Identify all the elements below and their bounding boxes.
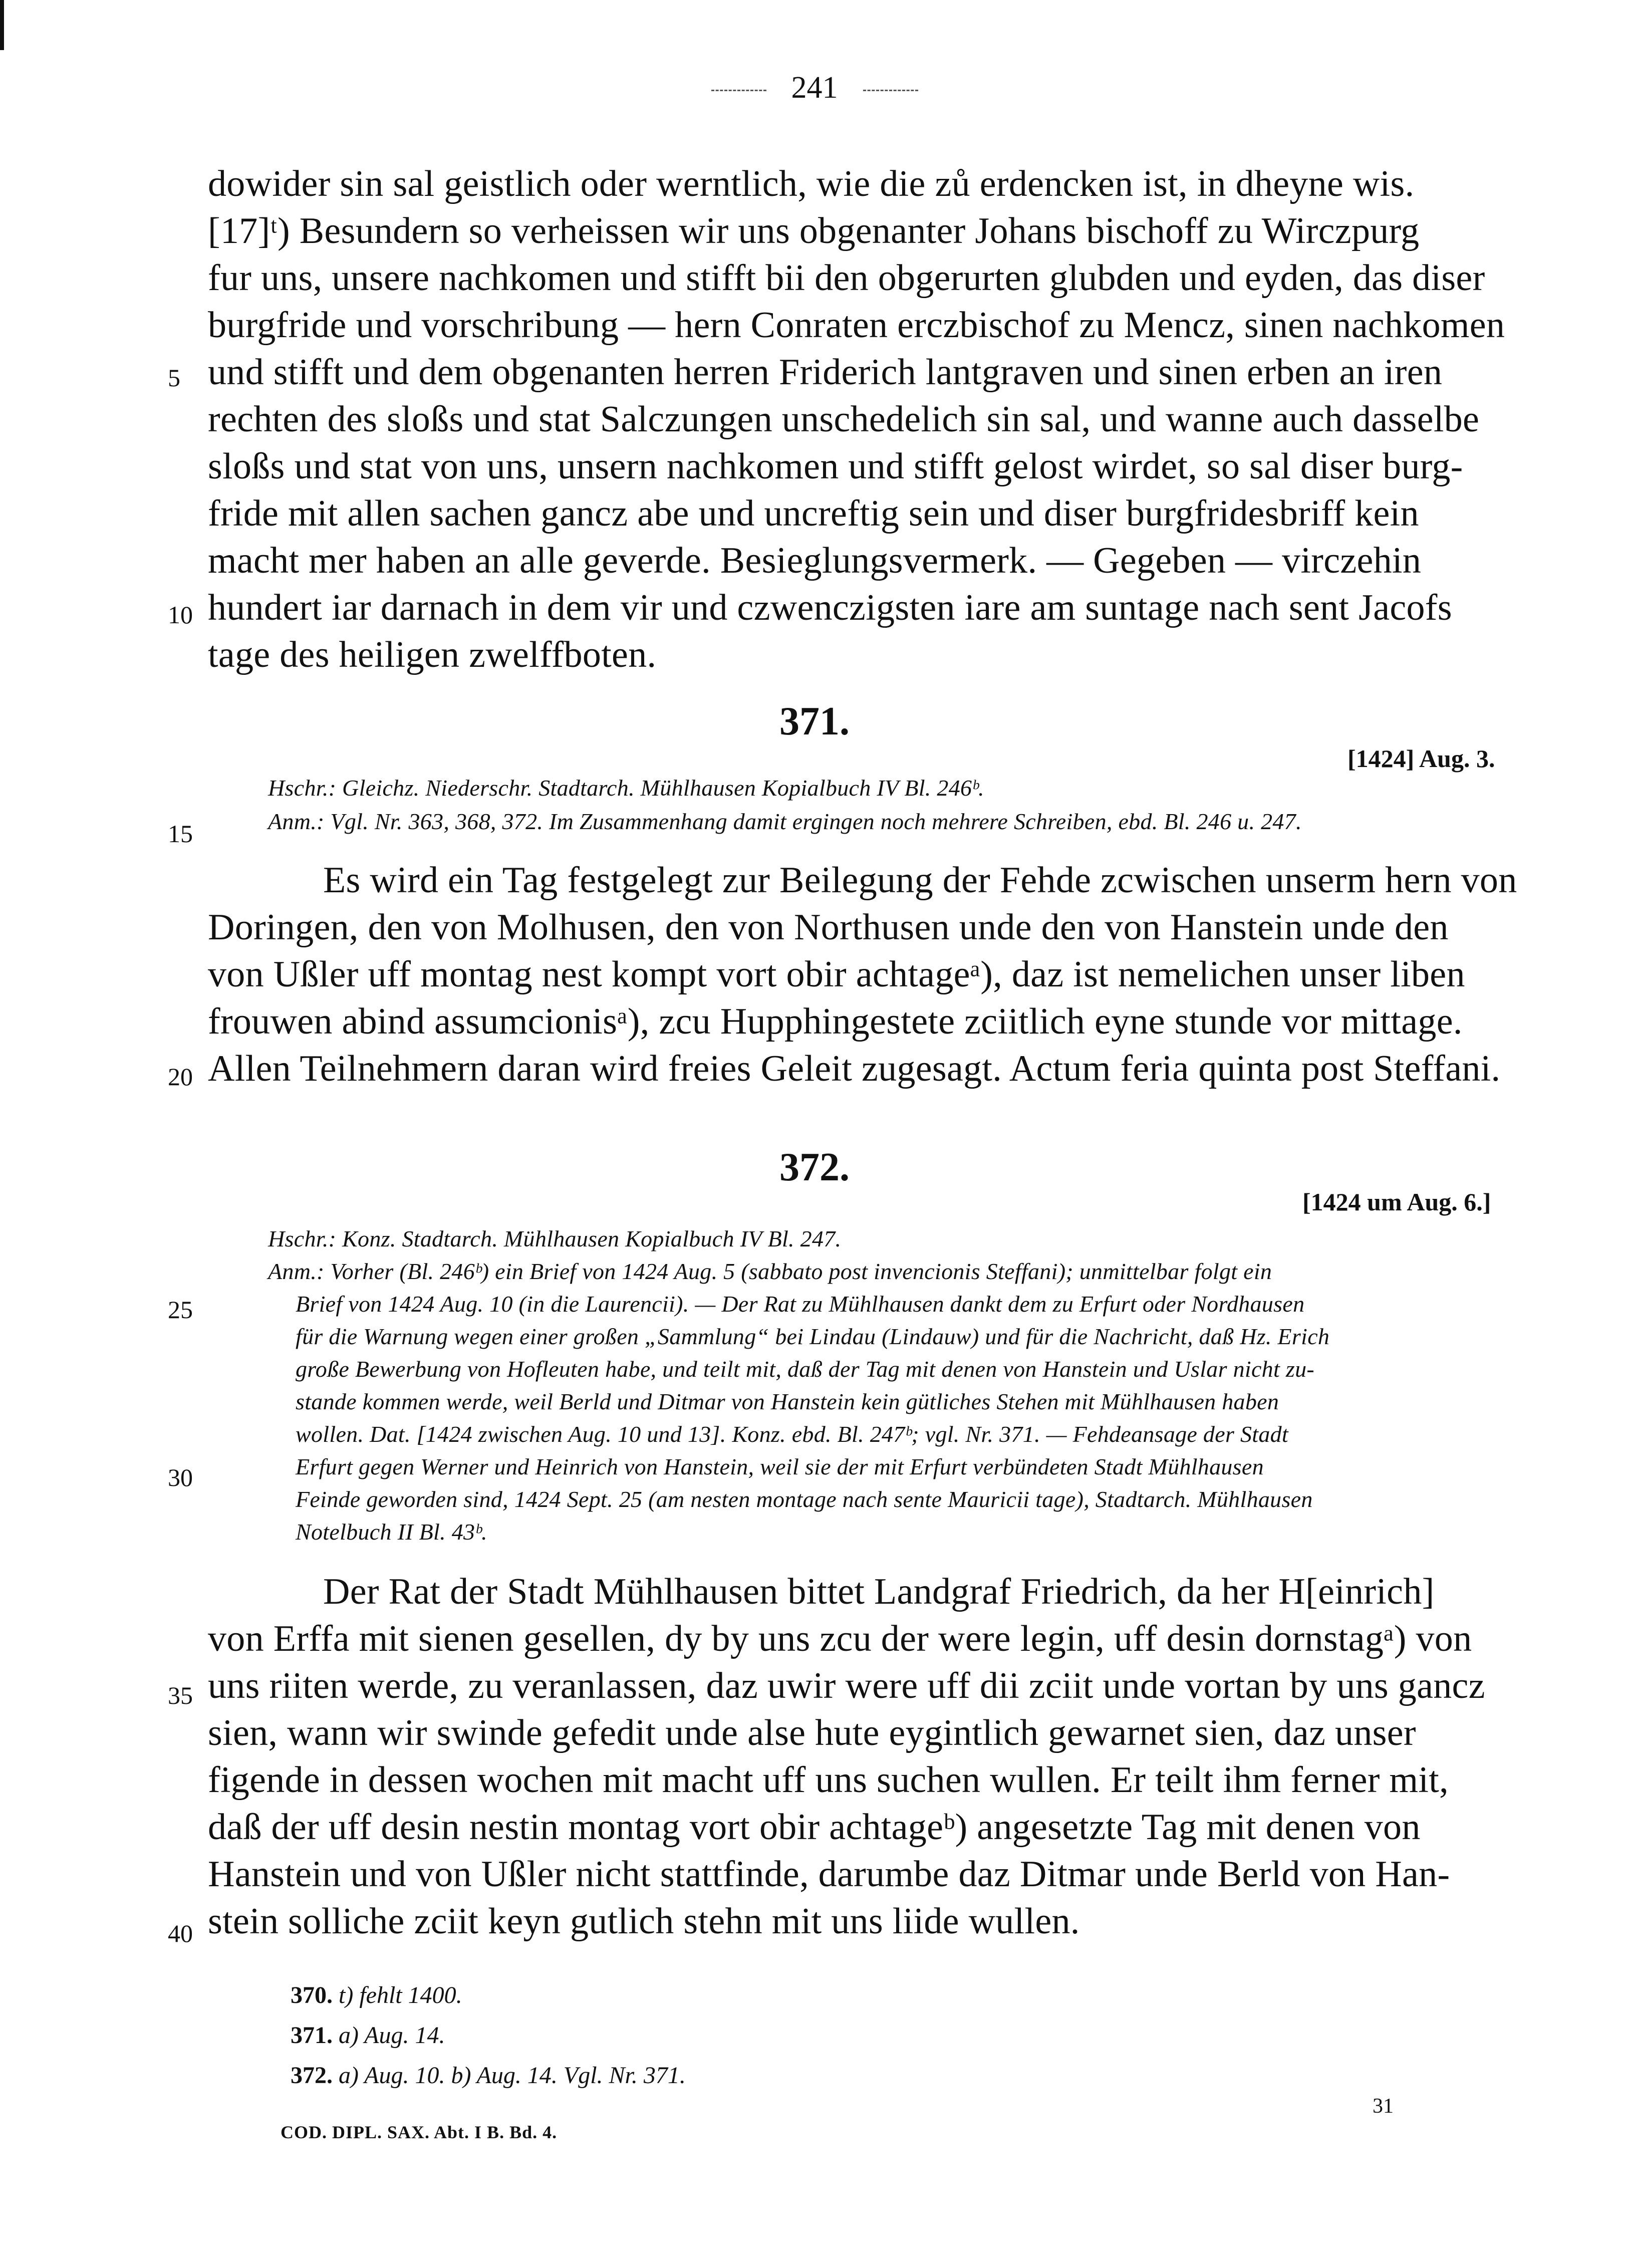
line-number: 30	[168, 1463, 193, 1491]
apparatus-line: wollen. Dat. [1424 zwischen Aug. 10 und 13]. Konz. ebd. Bl. 247ᵇ; vgl. Nr. 371. — Fehdeansage der Stadt	[296, 1421, 1289, 1447]
document-number: 371.	[779, 699, 850, 743]
footnote-ref: 372.	[291, 2062, 333, 2089]
text-line: burgfride und vorschribung — hern Conraten erczbischof zu Mencz, sinen nachkomen	[208, 305, 1505, 346]
line-number: 15	[168, 820, 193, 848]
footnote-ref: 370.	[291, 1982, 333, 2008]
line-number: 5	[168, 364, 180, 392]
text-line: Doringen, den von Molhusen, den von Northusen unde den von Hanstein unde den	[208, 907, 1449, 948]
footnote	[291, 2022, 445, 2049]
line-number: 25	[168, 1296, 193, 1324]
apparatus-line: für die Warnung wegen einer großen „Sammlung“ bei Lindau (Lindauw) und für die Nachricht, daß Hz. Erich	[296, 1324, 1330, 1349]
footnote-ref: 371.	[291, 2022, 333, 2049]
text-line: fride mit allen sachen gancz abe und uncreftig sein und diser burgfridesbriff kein	[208, 493, 1419, 534]
document-number: 372.	[779, 1145, 850, 1189]
line-number: 35	[168, 1681, 193, 1709]
document-date: [1424] Aug. 3.	[1347, 744, 1495, 773]
line-number: 20	[168, 1063, 193, 1091]
text-line: macht mer haben an alle geverde. Besieglungsvermerk. — Gegeben — virczehin	[208, 540, 1422, 581]
text-line: Allen Teilnehmern daran wird freies Geleit zugesagt. Actum feria quinta post Steffani.	[208, 1048, 1501, 1089]
text-line: von Ußler uff montag nest kompt vort obir achtageᵃ), daz ist nemelichen unser liben	[208, 954, 1465, 995]
text-line: [17]ᵗ) Besundern so verheissen wir uns obgenanter Johans bischoff zu Wirczpurg	[208, 210, 1420, 251]
document-date: [1424 um Aug. 6.]	[1302, 1188, 1491, 1216]
page-number: 241	[791, 71, 838, 105]
text-line: frouwen abind assumcionisᵃ), zcu Hupphingestete zciitlich eyne stunde vor mittage.	[208, 1001, 1463, 1042]
text-line: sloßs und stat von uns, unsern nachkomen und stifft gelost wirdet, so sal diser burg-	[208, 446, 1463, 487]
apparatus-line: Feinde geworden sind, 1424 Sept. 25 (am nesten montage nach sente Mauricii tage), Stadtarch. Mühlhausen	[296, 1486, 1313, 1512]
text-line: sien, wann wir swinde gefedit unde alse hute eygintlich gewarnet sien, daz unser	[208, 1712, 1416, 1753]
apparatus-line: Hschr.: Konz. Stadtarch. Mühlhausen Kopialbuch IV Bl. 247.	[268, 1226, 842, 1251]
apparatus-line: Erfurt gegen Werner und Heinrich von Hanstein, weil sie der mit Erfurt verbündeten Stadt Mühlhausen	[296, 1454, 1264, 1479]
footnote	[291, 2062, 686, 2089]
running-head	[0, 70, 1629, 106]
text-line: hundert iar darnach in dem vir und czwenczigsten iare am suntage nach sent Jacofs	[208, 587, 1452, 628]
text-line: von Erffa mit sienen gesellen, dy by uns zcu der were legin, uff desin dornstagᵃ) von	[208, 1618, 1472, 1659]
apparatus-line: Anm.: Vgl. Nr. 363, 368, 372. Im Zusammenhang damit ergingen noch mehrere Schreiben, ebd. Bl. 246 u. 247.	[268, 809, 1302, 834]
text-line: Hanstein und von Ußler nicht stattfinde, darumbe daz Ditmar unde Berld von Han-	[208, 1854, 1450, 1895]
text-line: rechten des sloßs und stat Salczungen unschedelich sin sal, und wanne auch dasselbe	[208, 399, 1480, 440]
text-line: stein solliche zciit keyn gutlich stehn mit uns liide wullen.	[208, 1901, 1080, 1942]
text-line: daß der uff desin nestin montag vort obir achtageᵇ) angesetzte Tag mit denen von	[208, 1807, 1421, 1848]
text-line: uns riiten werde, zu veranlassen, daz uwir were uff dii zciit unde vortan by uns gancz	[208, 1665, 1485, 1706]
running-head-rule-left	[711, 90, 766, 91]
line-number: 40	[168, 1919, 193, 1947]
footnote	[291, 1981, 462, 2009]
apparatus-line: große Bewerbung von Hofleuten habe, und teilt mit, daß der Tag mit denen von Hanstein und Uslar nicht zu-	[296, 1356, 1314, 1382]
text-line: fur uns, unsere nachkomen und stifft bii den obgerurten glubden und eyden, das diser	[208, 258, 1485, 299]
text-line: Es wird ein Tag festgelegt zur Beilegung der Fehde zcwischen unserm hern von	[323, 860, 1517, 901]
text-line: und stifft und dem obgenanten herren Friderich lantgraven und sinen erben an iren	[208, 352, 1443, 393]
apparatus-line: Brief von 1424 Aug. 10 (in die Laurencii). — Der Rat zu Mühlhausen dankt dem zu Erfurt oder Nordhausen	[296, 1291, 1305, 1317]
line-number: 10	[168, 601, 193, 629]
signature-line: COD. DIPL. SAX. Abt. I B. Bd. 4.	[281, 2122, 558, 2142]
apparatus-line: Anm.: Vorher (Bl. 246ᵇ) ein Brief von 1424 Aug. 5 (sabbato post invencionis Steffani); unmittelbar folgt ein	[268, 1258, 1272, 1284]
footnote-text: t) fehlt 1400.	[339, 1982, 462, 2008]
footnote-text: a) Aug. 10. b) Aug. 14. Vgl. Nr. 371.	[339, 2062, 686, 2089]
apparatus-line: Hschr.: Gleichz. Niederschr. Stadtarch. Mühlhausen Kopialbuch IV Bl. 246ᵇ.	[268, 775, 984, 801]
text-line: Der Rat der Stadt Mühlhausen bittet Landgraf Friedrich, da her H[einrich]	[323, 1571, 1435, 1612]
text-line: figende in dessen wochen mit macht uff uns suchen wullen. Er teilt ihm ferner mit,	[208, 1759, 1449, 1801]
apparatus-line: Notelbuch II Bl. 43ᵇ.	[296, 1519, 487, 1545]
running-head-rule-right	[863, 90, 918, 91]
apparatus-line: stande kommen werde, weil Berld und Ditmar von Hanstein kein gütliches Stehen mit Mühlhausen haben	[296, 1389, 1279, 1414]
text-line: tage des heiligen zwelffboten.	[208, 634, 657, 675]
text-line: dowider sin sal geistlich oder werntlich, wie die zů erdencken ist, in dheyne wis.	[208, 163, 1415, 204]
sheet-number: 31	[1373, 2095, 1394, 2118]
footnote-text: a) Aug. 14.	[339, 2022, 445, 2049]
page-edge-mark	[0, 0, 4, 50]
